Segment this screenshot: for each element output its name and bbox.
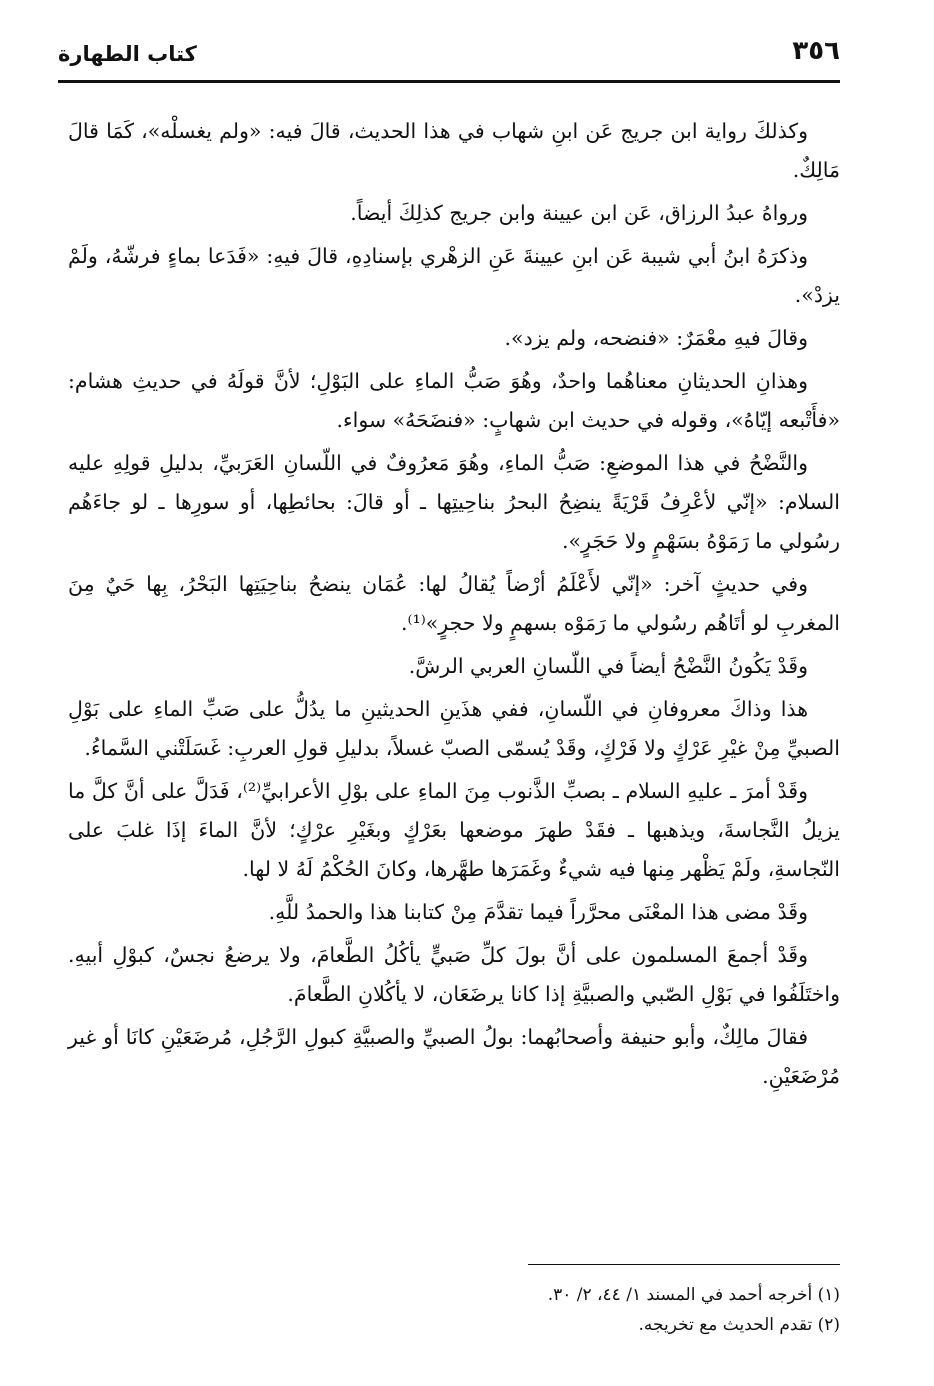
paragraph: والنَّضْحُ في هذا الموضعِ: صَبُّ الماءِ، وهُوَ مَعرُوفٌ في اللّسانِ العَرَبيِّ، بدليلِ قولِهِ عليه السلام: «إنّي لأعْرِفُ قَرْيَةً ينضِحُ البحرُ بناحِيتِها ـ أو قالَ: بحائطِها، أو سورِها ـ لو جاءَهُم رسُولي ما رَمَوْهُ بسَهْمٍ ولا حَجَرٍ». <box>68 451 840 553</box>
header-rule <box>58 80 840 83</box>
running-title: كتاب الطهارة <box>58 42 197 66</box>
paragraph: وقَدْ مضى هذا المعْنَى محرَّراً فيما تقدَّمَ مِنْ كتابنا هذا والحمدُ للَّهِ. <box>268 900 808 924</box>
paragraph: هذا وذاكَ معروفانِ في اللّسانِ، ففي هذَينِ الحديثينِ ما يدُلُّ على صَبِّ الماءِ على بَوْلِ الصبيِّ مِنْ غيْرِ عَرْكٍ ولا فَرْكٍ، وقَدْ يُسمّى الصبّ غسلاً، بدليلِ قولِ العربِ: غَسَلَتْني السَّماءُ. <box>68 697 840 760</box>
paragraph: وقَدْ أجمعَ المسلمون على أنَّ بولَ كلِّ صَبيٍّ يأكُلُ الطَّعامَ، ولا يرضعُ نجسٌ، كبوْلِ أبيهِ. واختَلَفُوا في بَوْلِ الصّبي والصبيَّةِ إذا كانا يرضَعَان، لا يأكُلانِ الطَّعامَ. <box>68 943 840 1006</box>
page-number: ٣٥٦ <box>792 36 840 66</box>
footnote: (١) أخرجه أحمد في المسند ١/ ٤٤، ٢/ ٣٠. <box>547 1285 840 1305</box>
paragraph: فقالَ مالِكٌ، وأبو حنيفة وأصحابُهما: بولُ الصبيِّ والصبيَّةِ كبولِ الرَّجُلِ، مُرضَعَيْنِ كانَا أو غير مُرْضَعَيْنِ. <box>68 1025 840 1088</box>
paragraph: وهذانِ الحديثانِ معناهُما واحدٌ، وهُوَ صَبُّ الماءِ على البَوْلِ؛ لأنَّ قولَهُ في حديثِ هشام: «فأَتْبعه إيّاهُ»، وقوله في حديث ابن شهابٍ: «فنضَحَهُ» سواء. <box>68 369 840 432</box>
paragraph: وكذلكَ رواية ابن جريج عَن ابنِ شهاب في هذا الحديث، قالَ فيه: «ولم يغسلْه»، كَمَا قالَ مَالِكٌ. <box>68 119 840 182</box>
paragraph: وقالَ فيهِ معْمَرٌ: «فنضحه، ولم يزد». <box>504 326 808 350</box>
page-header <box>58 36 840 84</box>
paragraph: وقَدْ أمرَ ـ عليهِ السلام ـ بصبِّ الذَّنوب مِنَ الماءِ على بوْلِ الأعرابيِّ⁽²⁾، فَدَلَّ على أنَّ كلَّ ما يزيلُ النَّجاسةَ، ويذهبها ـ فقَدْ طهرَ موضعها بعَرْكٍ وبغَيْرِ عرْكٍ؛ لأنَّ الماءَ إذَا غلبَ على النّجاسةِ، ولَمْ يَظْهر مِنها فيه شيءٌ وغَمَرَها طهَّرها، وكانَ الحُكْمُ لَهُ لا لها. <box>68 779 840 881</box>
main-text <box>68 112 840 1100</box>
footnotes <box>68 1280 840 1340</box>
footnote-separator <box>528 1264 840 1265</box>
paragraph: وفي حديثٍ آخر: «إنّي لأَعْلَمُ أرْضاً يُقالُ لها: عُمَان ينضحُ بناحِيَتِها البَحْرُ، بِها حَيٌ مِنَ المغربِ لو أتَاهُم رسُولي ما رَمَوْه بسهمٍ ولا حجرٍ»⁽¹⁾. <box>68 572 840 635</box>
paragraph: وذكرَهُ ابنُ أبي شيبة عَن ابنِ عيينةَ عَنِ الزهْري بإسنادِهِ، قالَ فيهِ: «فَدَعا بماءٍ فرشّهُ، ولَمْ يزدْ». <box>68 244 840 307</box>
paragraph: ورواهُ عبدُ الرزاق، عَن ابن عيينة وابن جريج كذلِكَ أيضاً. <box>350 201 808 225</box>
paragraph: وقَدْ يَكُونُ النَّضْحُ أيضاً في اللّسانِ العربي الرشَّ. <box>408 654 808 678</box>
footnote: (٢) تقدم الحديث مع تخريجه. <box>638 1315 840 1335</box>
